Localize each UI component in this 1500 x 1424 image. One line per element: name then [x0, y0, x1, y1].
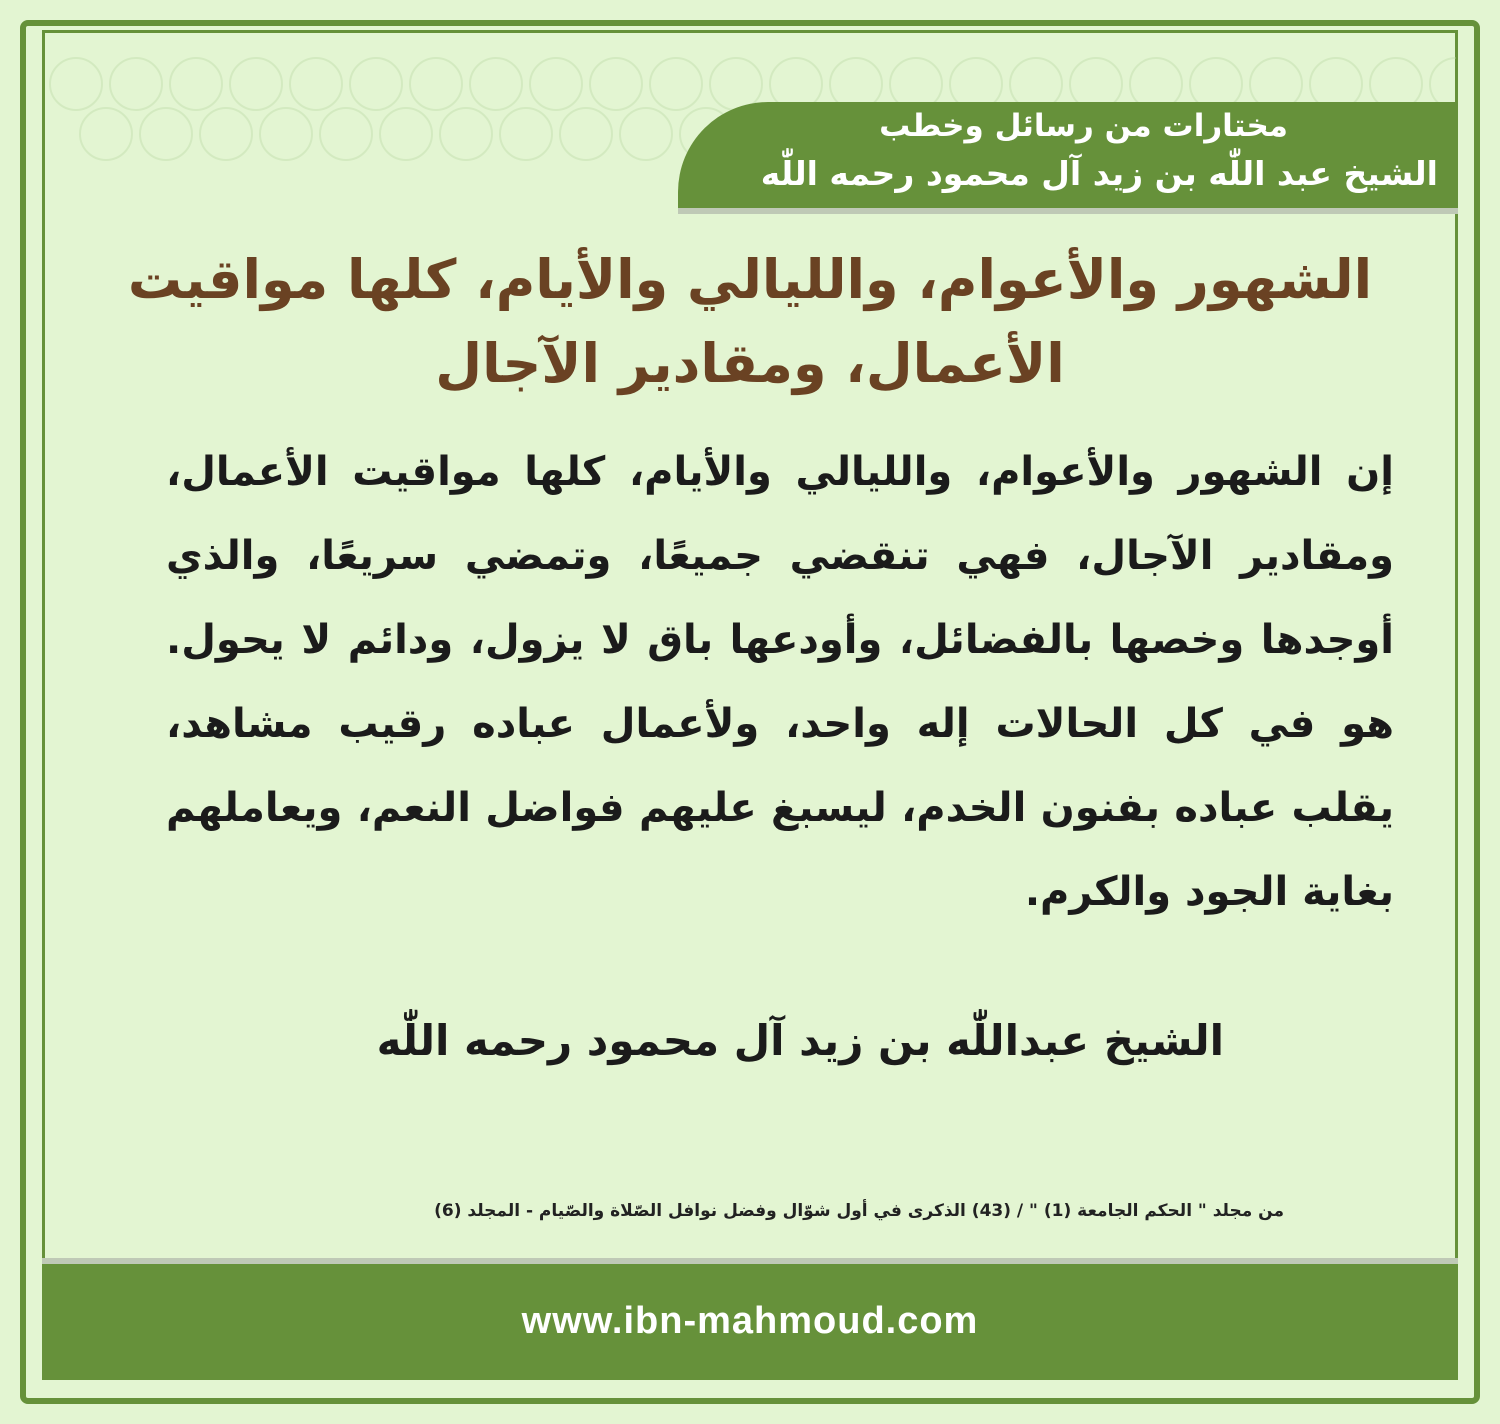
- quote-card: [20, 20, 1480, 1404]
- footer-banner: [42, 1264, 1458, 1380]
- header-series-title: مختارات من رسائل وخطب: [879, 108, 1288, 144]
- quote-body: إن الشهور والأعوام، والليالي والأيام، كلها مواقيت الأعمال، ومقادير الآجال، فهي تنقضي جميعًا، وتمضي سريعًا، والذي أوجدها وخصها بالفضائل، وأودعها باق لا يزول، ودائم لا يحول. هو في كل الحالات إله واحد، ولأعمال عباده رقيب مشاهد، يقلب عباده بفنون الخدم، ليسبغ عليهم فواضل النعم، ويعاملهم بغاية الجود والكرم.: [166, 449, 1394, 915]
- author-signature: الشيخ عبداللّٰه بن زيد آل محمود رحمه اللّٰه: [376, 1016, 1224, 1065]
- header-author-name: الشيخ عبد اللّٰه بن زيد آل محمود رحمه اللّٰه: [760, 154, 1438, 193]
- page-title: الشهور والأعوام، والليالي والأيام، كلها مواقيت الأعمال، ومقادير الآجال: [127, 248, 1373, 395]
- header-banner: [678, 102, 1458, 208]
- website-link[interactable]: www.ibn-mahmoud.com: [521, 1300, 979, 1342]
- source-reference: من مجلد " الحكم الجامعة (1) " / (43) الذكرى في أول شوّال وفضل نوافل الصّلاة والصّيام - المجلد (6): [434, 1201, 1284, 1221]
